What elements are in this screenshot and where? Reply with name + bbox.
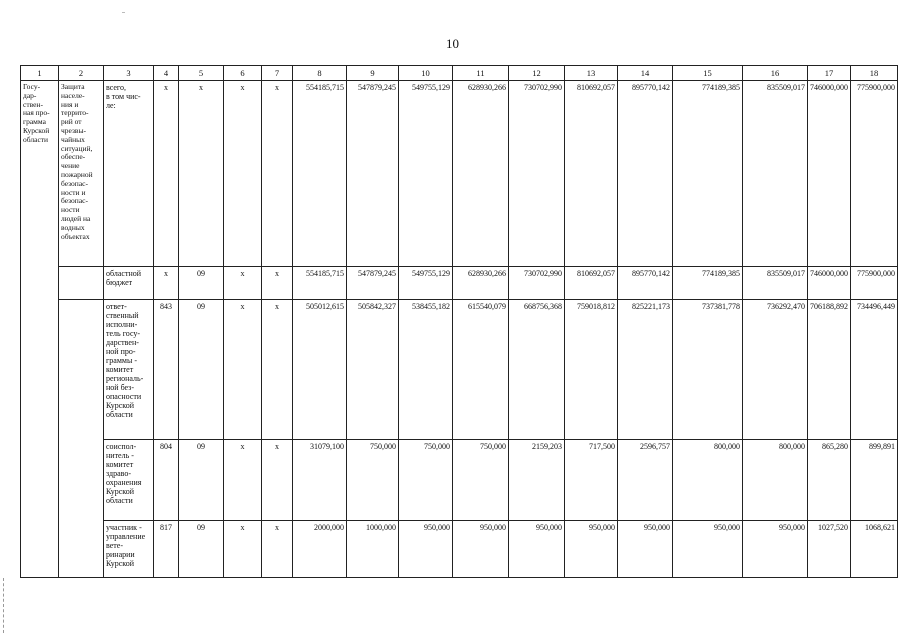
code-cell: 804	[154, 440, 179, 521]
header-cell: 8	[293, 66, 347, 81]
value-cell: 547879,245	[347, 267, 399, 300]
code-cell: х	[262, 267, 293, 300]
row-label-cell: соиспол- нитель - комитет здраво- охранения Курской области	[104, 440, 154, 521]
value-cell: 730702,990	[509, 81, 565, 267]
value-cell: 899,891	[851, 440, 898, 521]
value-cell: 1068,621	[851, 521, 898, 578]
code-cell: х	[224, 300, 262, 440]
value-cell: 759018,812	[565, 300, 618, 440]
header-cell: 15	[673, 66, 743, 81]
value-cell: 950,000	[618, 521, 673, 578]
value-cell: 547879,245	[347, 81, 399, 267]
code-cell: х	[154, 81, 179, 267]
value-cell: 835509,017	[743, 81, 808, 267]
value-cell: 895770,142	[618, 81, 673, 267]
value-cell: 549755,129	[399, 81, 453, 267]
value-cell: 717,500	[565, 440, 618, 521]
page-number: 10	[446, 36, 459, 51]
merged-cell	[59, 521, 104, 578]
table-row	[21, 440, 898, 521]
value-cell: 950,000	[673, 521, 743, 578]
value-cell: 736292,470	[743, 300, 808, 440]
code-cell: х	[224, 521, 262, 578]
value-cell: 549755,129	[399, 267, 453, 300]
value-cell: 554185,715	[293, 81, 347, 267]
table-row	[21, 521, 898, 578]
value-cell: 950,000	[743, 521, 808, 578]
header-cell: 6	[224, 66, 262, 81]
empty-cell	[59, 267, 104, 300]
value-cell: 538455,182	[399, 300, 453, 440]
table-row	[21, 267, 898, 300]
merged-cell	[21, 440, 59, 521]
value-cell: 628930,266	[453, 81, 509, 267]
value-cell: 865,280	[808, 440, 851, 521]
value-cell: 31079,100	[293, 440, 347, 521]
budget-table	[20, 65, 898, 578]
value-cell: 810692,057	[565, 267, 618, 300]
code-cell: х	[224, 81, 262, 267]
row-label-cell: участник - управление вете- ринарии Курской	[104, 521, 154, 578]
value-cell: 746000,000	[808, 81, 851, 267]
value-cell: 628930,266	[453, 267, 509, 300]
header-cell: 16	[743, 66, 808, 81]
value-cell: 737381,778	[673, 300, 743, 440]
code-cell: 09	[179, 440, 224, 521]
code-cell: 843	[154, 300, 179, 440]
value-cell: 950,000	[453, 521, 509, 578]
value-cell: 2596,757	[618, 440, 673, 521]
header-cell: 3	[104, 66, 154, 81]
value-cell: 835509,017	[743, 267, 808, 300]
program-type-cell: Госу- дар- ствен- ная про- грамма Курской области	[21, 81, 59, 267]
value-cell: 750,000	[399, 440, 453, 521]
table-row	[21, 300, 898, 440]
code-cell: 09	[179, 300, 224, 440]
value-cell: 668756,368	[509, 300, 565, 440]
code-cell: 09	[179, 521, 224, 578]
code-cell: х	[262, 440, 293, 521]
row-label-cell: областной бюджет	[104, 267, 154, 300]
merged-cell	[21, 300, 59, 440]
header-cell: 17	[808, 66, 851, 81]
scan-speck	[122, 12, 125, 13]
code-cell: х	[179, 81, 224, 267]
value-cell: 554185,715	[293, 267, 347, 300]
header-cell: 4	[154, 66, 179, 81]
merged-cell	[59, 440, 104, 521]
value-cell: 706188,892	[808, 300, 851, 440]
value-cell: 750,000	[453, 440, 509, 521]
value-cell: 895770,142	[618, 267, 673, 300]
code-cell: х	[262, 521, 293, 578]
value-cell: 950,000	[399, 521, 453, 578]
value-cell: 825221,173	[618, 300, 673, 440]
table-row	[21, 81, 898, 267]
code-cell: х	[224, 440, 262, 521]
header-cell: 5	[179, 66, 224, 81]
merged-cell	[21, 267, 59, 300]
value-cell: 746000,000	[808, 267, 851, 300]
row-label-cell: всего, в том чис- ле:	[104, 81, 154, 267]
header-cell: 2	[59, 66, 104, 81]
value-cell: 2159,203	[509, 440, 565, 521]
merged-cell	[21, 521, 59, 578]
value-cell: 800,000	[673, 440, 743, 521]
header-cell: 11	[453, 66, 509, 81]
value-cell: 950,000	[509, 521, 565, 578]
header-cell: 1	[21, 66, 59, 81]
program-name-cell: Защита населе- ния и террито- рий от чрезвы- чайных ситуаций, обеспе- чение пожарной безопас- ности и безопас- ности людей на водных объектах	[59, 81, 104, 267]
value-cell: 775900,000	[851, 81, 898, 267]
header-cell: 7	[262, 66, 293, 81]
value-cell: 800,000	[743, 440, 808, 521]
value-cell: 734496,449	[851, 300, 898, 440]
code-cell: х	[224, 267, 262, 300]
value-cell: 774189,385	[673, 267, 743, 300]
header-row	[21, 66, 898, 81]
code-cell: 817	[154, 521, 179, 578]
value-cell: 505842,327	[347, 300, 399, 440]
code-cell: х	[262, 300, 293, 440]
value-cell: 1000,000	[347, 521, 399, 578]
header-cell: 18	[851, 66, 898, 81]
value-cell: 750,000	[347, 440, 399, 521]
header-cell: 10	[399, 66, 453, 81]
value-cell: 2000,000	[293, 521, 347, 578]
empty-cell	[59, 300, 104, 440]
header-cell: 14	[618, 66, 673, 81]
value-cell: 810692,057	[565, 81, 618, 267]
code-cell: 09	[179, 267, 224, 300]
value-cell: 1027,520	[808, 521, 851, 578]
value-cell: 730702,990	[509, 267, 565, 300]
value-cell: 505012,615	[293, 300, 347, 440]
value-cell: 775900,000	[851, 267, 898, 300]
code-cell: х	[262, 81, 293, 267]
row-label-cell: ответ- ственный исполни- тель госу- дарствен- ной про- граммы - комитет региональ- ной без- опасности Курской области	[104, 300, 154, 440]
value-cell: 615540,079	[453, 300, 509, 440]
header-cell: 12	[509, 66, 565, 81]
value-cell: 950,000	[565, 521, 618, 578]
scan-margin-mark	[3, 578, 5, 633]
value-cell: 774189,385	[673, 81, 743, 267]
header-cell: 9	[347, 66, 399, 81]
code-cell: х	[154, 267, 179, 300]
header-cell: 13	[565, 66, 618, 81]
